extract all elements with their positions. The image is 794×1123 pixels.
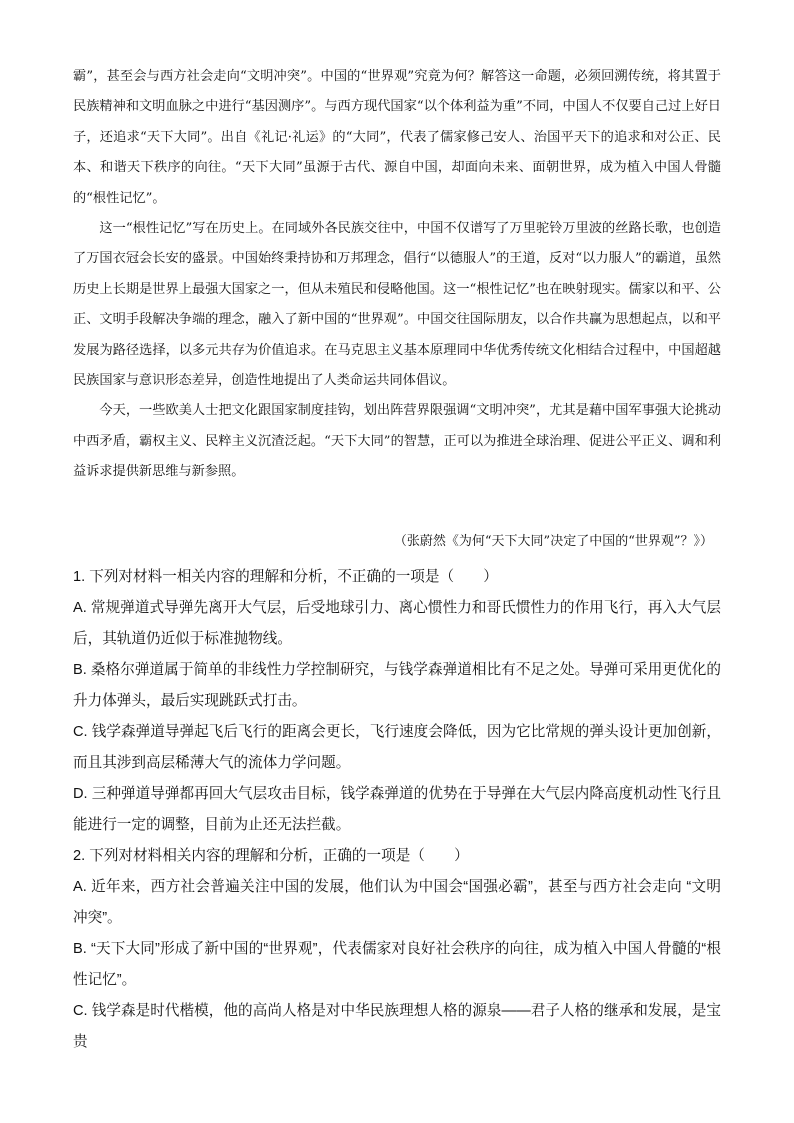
answer-option-d: D. 三种弹道导弹都再回大气层攻击目标，钱学森弹道的优势在于导弹在大气层内降高度机动性飞行且能进行一定的调整，目前为止还无法拦截。	[73, 786, 721, 833]
answer-option-a: A. 近年来，西方社会普遍关注中国的发展，他们认为中国会“国强必霸”，甚至与西方社会走向 “文明冲突”。	[73, 879, 721, 926]
question-item	[73, 841, 721, 1058]
question-list	[73, 562, 721, 1058]
answer-option-c: C. 钱学森是时代楷模，他的高尚人格是对中华民族理想人格的源泉——君子人格的继承和发展，是宝贵	[73, 1003, 721, 1050]
question-stem: 1. 下列对材料一相关内容的理解和分析，不正确的一项是（ ）	[73, 569, 498, 585]
passage-source: （张蔚然《为何“天下大同”决定了中国的“世界观”？》）	[393, 534, 713, 549]
answer-option-b: B. 桑格尔弹道属于简单的非线性力学控制研究，与钱学森弹道相比有不足之处。导弹可采用更优化的升力体弹头，最后实现跳跃式打击。	[73, 662, 721, 709]
question-stem: 2. 下列对材料相关内容的理解和分析，正确的一项是（ ）	[73, 848, 469, 864]
question-item	[73, 562, 721, 841]
passage-paragraph: 这一“根性记忆”写在历史上。在同域外各民族交往中，中国不仅谱写了万里驼铃万里波的丝路长歌，也创造了万国衣冠会长安的盛景。中国始终秉持协和万邦理念，倡行“以德服人”的王道，反对“以力服人”的霸道，虽然历史上长期是世界上最强大国家之一，但从未殖民和侵略他国。这一“根性记忆”也在映射现实。儒家以和平、公正、文明手段解决争端的理念，融入了新中国的“世界观”。中国交往国际朋友，以合作共赢为思想起点，以和平发展为路径选择，以多元共存为价值追求。在马克思主义基本原理同中华优秀传统文化相结合过程中，中国超越民族国家与意识形态差异，创造性地提出了人类命运共同体倡议。	[73, 221, 721, 389]
answer-option-b: B. “天下大同”形成了新中国的“世界观”，代表儒家对良好社会秩序的向往，成为植入中国人骨髓的“根性记忆”。	[73, 941, 721, 988]
reading-passage	[73, 62, 721, 488]
answer-option-a: A. 常规弹道式导弹先离开大气层，后受地球引力、离心惯性力和哥氏惯性力的作用飞行，再入大气层后，其轨道仍近似于标准抛物线。	[73, 600, 721, 647]
passage-paragraph: 今天，一些欧美人士把文化跟国家制度挂钩，划出阵营界限强调“文明冲突”，尤其是藉中国军事强大论挑动中西矛盾，霸权主义、民粹主义沉渣泛起。“天下大同”的智慧，正可以为推进全球治理、促进公平正义、调和利益诉求提供新思维与新参照。	[73, 403, 721, 480]
answer-option-c: C. 钱学森弹道导弹起飞后飞行的距离会更长，飞行速度会降低，因为它比常规的弹头设计更加创新，而且其涉到高层稀薄大气的流体力学问题。	[73, 724, 721, 771]
passage-paragraph: 霸”，甚至会与西方社会走向“文明冲突”。中国的“世界观”究竟为何？解答这一命题，必须回溯传统，将其置于民族精神和文明血脉之中进行“基因测序”。与西方现代国家“以个体利益为重”不同，中国人不仅要自己过上好日子，还追求“天下大同”。出自《礼记·礼运》的“大同”，代表了儒家修己安人、治国平天下的追求和对公正、民本、和谐天下秩序的向往。“天下大同”虽源于古代、源自中国，却面向未来、面朝世界，成为植入中国人骨髓的“根性记忆”。	[73, 69, 721, 206]
